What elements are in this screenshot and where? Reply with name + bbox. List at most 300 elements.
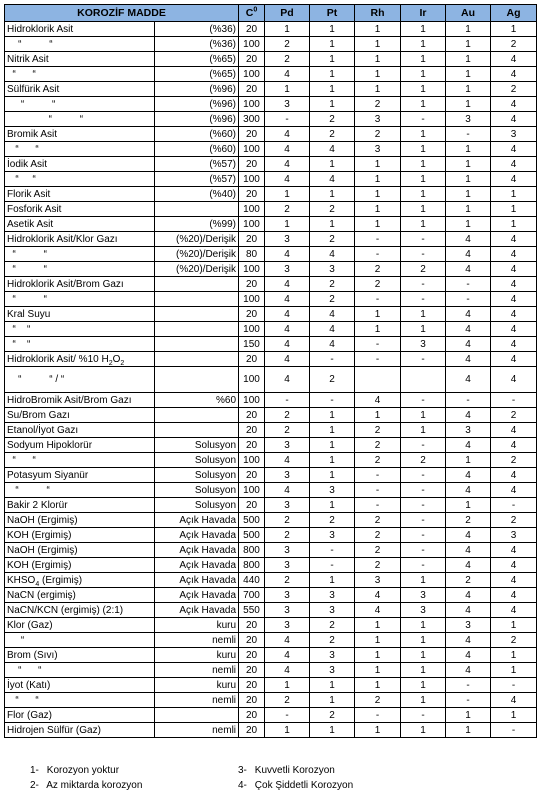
condition-cell — [155, 408, 239, 423]
temperature-cell: 20 — [239, 307, 265, 322]
rating-cell-rh: - — [355, 498, 401, 513]
rating-cell-pt: 2 — [310, 708, 355, 723]
rating-cell-rh: 1 — [355, 22, 401, 37]
rating-cell-ag: 4 — [491, 157, 537, 172]
rating-cell-rh: 4 — [355, 603, 401, 618]
temperature-cell: 20 — [239, 618, 265, 633]
rating-cell-ir: - — [401, 543, 446, 558]
rating-cell-ag: 1 — [491, 202, 537, 217]
condition-cell: Solusyon — [155, 453, 239, 468]
rating-cell-pt: 1 — [310, 97, 355, 112]
rating-cell-ir: - — [401, 438, 446, 453]
table-row — [5, 513, 537, 528]
rating-cell-ag: 3 — [491, 127, 537, 142]
rating-cell-ag: 4 — [491, 603, 537, 618]
substance-subscript: 2 — [108, 359, 113, 367]
rating-cell-ag: 4 — [491, 337, 537, 352]
rating-cell-pt: 3 — [310, 528, 355, 543]
rating-cell-pd: 4 — [265, 247, 310, 262]
rating-cell-au: 4 — [446, 322, 491, 337]
substance-name-text: Hidroklorik Asit/ %10 H — [7, 353, 109, 365]
condition-cell: Açık Havada — [155, 573, 239, 588]
substance-name — [5, 558, 155, 573]
substance-name-text: “ “ / “ — [7, 374, 65, 385]
rating-cell-ag: 4 — [491, 142, 537, 157]
rating-cell-rh: 1 — [355, 202, 401, 217]
table-row — [5, 277, 537, 292]
header-corrosive-substance: KOROZİF MADDE — [5, 5, 239, 22]
rating-cell-ir: 1 — [401, 97, 446, 112]
table-row — [5, 663, 537, 678]
temperature-cell: 300 — [239, 112, 265, 127]
rating-cell-au: 1 — [446, 142, 491, 157]
rating-cell-ag: - — [491, 498, 537, 513]
substance-name-text: “ “ — [7, 454, 36, 466]
rating-cell-pt: - — [310, 543, 355, 558]
substance-name — [5, 37, 155, 52]
rating-cell-pd: 3 — [265, 97, 310, 112]
temperature-cell: 20 — [239, 633, 265, 648]
rating-cell-pt: 1 — [310, 157, 355, 172]
condition-cell: (%96) — [155, 82, 239, 97]
legend-num: 1- — [30, 765, 39, 776]
rating-cell-pt: 4 — [310, 172, 355, 187]
condition-cell: (%96) — [155, 97, 239, 112]
rating-cell-rh: 1 — [355, 187, 401, 202]
temperature-cell: 100 — [239, 202, 265, 217]
substance-name-text: “ “ — [7, 98, 56, 110]
legend-text: Kuvvetli Korozyon — [254, 765, 335, 776]
condition-cell: (%65) — [155, 67, 239, 82]
rating-cell-ir: 1 — [401, 157, 446, 172]
substance-name-text: “ “ — [7, 173, 36, 185]
rating-cell-au: - — [446, 693, 491, 708]
substance-name — [5, 172, 155, 187]
temperature-cell: 500 — [239, 528, 265, 543]
rating-cell-au: 1 — [446, 67, 491, 82]
temperature-cell: 20 — [239, 708, 265, 723]
rating-cell-pt: 1 — [310, 468, 355, 483]
rating-cell-pd: 4 — [265, 307, 310, 322]
rating-cell-au: 4 — [446, 558, 491, 573]
substance-name — [5, 142, 155, 157]
rating-cell-pd: 1 — [265, 678, 310, 693]
rating-cell-ag: 4 — [491, 292, 537, 307]
substance-name-text: (Ergimiş) — [39, 574, 83, 586]
rating-cell-rh: 1 — [355, 322, 401, 337]
rating-cell-au: 4 — [446, 543, 491, 558]
temperature-cell: 100 — [239, 262, 265, 277]
rating-cell-au: 1 — [446, 217, 491, 232]
rating-cell-au: 4 — [446, 438, 491, 453]
substance-name-text: Su/Brom Gazı — [7, 409, 70, 421]
substance-name — [5, 708, 155, 723]
substance-name — [5, 618, 155, 633]
rating-cell-rh: - — [355, 468, 401, 483]
rating-cell-ir: 1 — [401, 618, 446, 633]
rating-cell-pt: 1 — [310, 217, 355, 232]
rating-cell-pd: 4 — [265, 322, 310, 337]
temperature-cell: 800 — [239, 558, 265, 573]
rating-cell-ir: 1 — [401, 633, 446, 648]
substance-name-text: Florik Asit — [7, 188, 51, 200]
rating-cell-pt: 1 — [310, 408, 355, 423]
rating-cell-au: 4 — [446, 262, 491, 277]
table-row — [5, 543, 537, 558]
rating-cell-pt: 3 — [310, 648, 355, 663]
rating-cell-pt: 1 — [310, 723, 355, 738]
rating-cell-ag: 1 — [491, 618, 537, 633]
rating-cell-rh: - — [355, 247, 401, 262]
substance-name — [5, 277, 155, 292]
rating-cell-au: 4 — [446, 232, 491, 247]
temperature-cell: 100 — [239, 367, 265, 393]
legend-num: 2- — [30, 780, 39, 791]
temperature-cell: 550 — [239, 603, 265, 618]
legend-item — [30, 778, 142, 793]
rating-cell-ag: 1 — [491, 663, 537, 678]
rating-cell-pt: 2 — [310, 513, 355, 528]
substance-name — [5, 262, 155, 277]
rating-cell-pd: 3 — [265, 618, 310, 633]
condition-cell: Açık Havada — [155, 528, 239, 543]
rating-cell-ag: 4 — [491, 97, 537, 112]
rating-cell-ir: 3 — [401, 588, 446, 603]
rating-cell-ag: 4 — [491, 438, 537, 453]
rating-cell-pd: 3 — [265, 588, 310, 603]
rating-cell-au: 3 — [446, 112, 491, 127]
condition-cell: (%60) — [155, 127, 239, 142]
rating-cell-pt: - — [310, 393, 355, 408]
table-row — [5, 693, 537, 708]
substance-name — [5, 528, 155, 543]
rating-cell-pd: 2 — [265, 408, 310, 423]
rating-cell-ag: 4 — [491, 172, 537, 187]
condition-cell: Solusyon — [155, 498, 239, 513]
table-row — [5, 618, 537, 633]
rating-cell-pd: 2 — [265, 513, 310, 528]
rating-cell-pd: 4 — [265, 337, 310, 352]
rating-cell-ir: 1 — [401, 723, 446, 738]
rating-cell-au: 4 — [446, 588, 491, 603]
rating-cell-au: 4 — [446, 603, 491, 618]
table-row — [5, 393, 537, 408]
header-metal: Ir — [401, 5, 446, 22]
rating-cell-ir: - — [401, 247, 446, 262]
substance-name-text: KOH (Ergimiş) — [7, 529, 72, 541]
rating-cell-pt: 1 — [310, 52, 355, 67]
substance-name-text: “ “ — [7, 484, 50, 496]
rating-cell-ag: 4 — [491, 543, 537, 558]
table-row — [5, 633, 537, 648]
substance-name-text: “ “ — [7, 38, 53, 50]
substance-name — [5, 633, 155, 648]
table-row — [5, 217, 537, 232]
temperature-cell: 20 — [239, 648, 265, 663]
rating-cell-rh: 1 — [355, 648, 401, 663]
rating-cell-au: 2 — [446, 573, 491, 588]
rating-cell-pd: 4 — [265, 127, 310, 142]
condition-cell — [155, 322, 239, 337]
rating-cell-ir: - — [401, 468, 446, 483]
rating-cell-ag: 2 — [491, 453, 537, 468]
rating-cell-au: 3 — [446, 423, 491, 438]
substance-name-text: “ “ — [7, 694, 39, 706]
condition-cell: (%20)/Derişik — [155, 262, 239, 277]
rating-cell-rh: 2 — [355, 528, 401, 543]
rating-cell-ag: 3 — [491, 528, 537, 543]
rating-cell-pt: 1 — [310, 423, 355, 438]
rating-cell-ir: - — [401, 352, 446, 367]
rating-cell-pt: 1 — [310, 187, 355, 202]
rating-cell-pd: - — [265, 112, 310, 127]
rating-cell-pt: 1 — [310, 22, 355, 37]
condition-cell: (%60) — [155, 142, 239, 157]
condition-cell: (%57) — [155, 172, 239, 187]
substance-name-text: “ “ — [7, 248, 47, 260]
substance-name-text: “ — [7, 634, 25, 646]
rating-cell-ir: 3 — [401, 337, 446, 352]
rating-cell-ag: 4 — [491, 367, 537, 393]
temperature-cell: 20 — [239, 352, 265, 367]
table-row — [5, 22, 537, 37]
rating-cell-ag: - — [491, 393, 537, 408]
rating-cell-ir: - — [401, 112, 446, 127]
rating-cell-pt: - — [310, 558, 355, 573]
rating-cell-pt: 4 — [310, 322, 355, 337]
rating-cell-pd: 4 — [265, 172, 310, 187]
rating-cell-ir: - — [401, 292, 446, 307]
condition-cell: nemli — [155, 693, 239, 708]
temperature-cell: 500 — [239, 513, 265, 528]
table-row — [5, 423, 537, 438]
rating-cell-ag: 4 — [491, 277, 537, 292]
rating-cell-au: 4 — [446, 663, 491, 678]
rating-cell-au: 4 — [446, 352, 491, 367]
rating-cell-pt: 1 — [310, 498, 355, 513]
rating-cell-rh: 1 — [355, 663, 401, 678]
condition-cell: (%40) — [155, 187, 239, 202]
rating-cell-au: 1 — [446, 708, 491, 723]
rating-cell-pd: 1 — [265, 82, 310, 97]
rating-cell-pd: 2 — [265, 37, 310, 52]
rating-cell-rh: 2 — [355, 513, 401, 528]
rating-cell-au: 4 — [446, 367, 491, 393]
table-row — [5, 112, 537, 127]
rating-cell-rh: 2 — [355, 438, 401, 453]
rating-cell-ag: 4 — [491, 232, 537, 247]
rating-cell-pd: 3 — [265, 468, 310, 483]
rating-cell-rh: - — [355, 483, 401, 498]
rating-cell-pd: 2 — [265, 52, 310, 67]
rating-cell-rh: - — [355, 337, 401, 352]
rating-cell-ag: 4 — [491, 322, 537, 337]
rating-cell-pt: 3 — [310, 483, 355, 498]
condition-cell — [155, 367, 239, 393]
rating-cell-pd: 4 — [265, 367, 310, 393]
table-row — [5, 232, 537, 247]
table-row — [5, 678, 537, 693]
temperature-cell: 20 — [239, 723, 265, 738]
rating-cell-pd: 4 — [265, 67, 310, 82]
rating-cell-pd: 2 — [265, 528, 310, 543]
table-row — [5, 322, 537, 337]
rating-cell-rh: 3 — [355, 112, 401, 127]
rating-cell-ag: 2 — [491, 408, 537, 423]
rating-cell-rh: 1 — [355, 633, 401, 648]
rating-cell-ir: 2 — [401, 262, 446, 277]
rating-cell-ir: - — [401, 513, 446, 528]
rating-cell-pt: 1 — [310, 67, 355, 82]
table-row — [5, 438, 537, 453]
rating-cell-rh: 1 — [355, 723, 401, 738]
rating-cell-ag: 4 — [491, 307, 537, 322]
rating-cell-pt: 2 — [310, 618, 355, 633]
rating-cell-pd: - — [265, 708, 310, 723]
rating-cell-pt: 4 — [310, 142, 355, 157]
condition-cell: kuru — [155, 678, 239, 693]
rating-cell-au: 1 — [446, 22, 491, 37]
rating-cell-ag: 1 — [491, 708, 537, 723]
header-row — [5, 5, 537, 22]
temperature-cell: 20 — [239, 423, 265, 438]
rating-cell-ir: 1 — [401, 648, 446, 663]
rating-cell-rh: - — [355, 352, 401, 367]
rating-cell-ir: 1 — [401, 663, 446, 678]
rating-cell-rh: 1 — [355, 408, 401, 423]
rating-cell-ir: 3 — [401, 603, 446, 618]
rating-cell-ag: 1 — [491, 217, 537, 232]
substance-name-text: İyot (Katı) — [7, 679, 51, 691]
rating-cell-ag: 1 — [491, 187, 537, 202]
rating-cell-rh: 2 — [355, 558, 401, 573]
temperature-cell: 20 — [239, 187, 265, 202]
rating-cell-ir: 1 — [401, 142, 446, 157]
rating-cell-pt: 4 — [310, 247, 355, 262]
substance-name-text: Hidrojen Sülfür (Gaz) — [7, 724, 101, 736]
rating-cell-pd: 1 — [265, 22, 310, 37]
temperature-cell: 440 — [239, 573, 265, 588]
substance-name-text: Hidroklorik Asit/Klor Gazı — [7, 233, 118, 245]
temperature-cell: 100 — [239, 97, 265, 112]
legend-num: 4- — [238, 780, 247, 791]
rating-cell-au: - — [446, 393, 491, 408]
substance-name-text: Hidroklorik Asit/Brom Gazı — [7, 278, 124, 290]
condition-cell — [155, 352, 239, 367]
header-metal: Ag — [491, 5, 537, 22]
rating-cell-pt: 2 — [310, 232, 355, 247]
rating-cell-au: - — [446, 127, 491, 142]
substance-name — [5, 82, 155, 97]
rating-cell-ag: 4 — [491, 247, 537, 262]
table-body — [5, 22, 537, 738]
rating-cell-rh: 2 — [355, 97, 401, 112]
table-row — [5, 408, 537, 423]
temperature-cell: 20 — [239, 277, 265, 292]
rating-cell-pd: 3 — [265, 262, 310, 277]
substance-name-text: “ “ — [7, 68, 36, 80]
temperature-cell: 20 — [239, 438, 265, 453]
header-temp-sup: 0 — [253, 6, 258, 13]
substance-name-text: NaOH (Ergimiş) — [7, 544, 78, 556]
substance-subscript: 2 — [120, 359, 125, 367]
substance-name — [5, 468, 155, 483]
substance-name — [5, 337, 155, 352]
rating-cell-rh: 2 — [355, 262, 401, 277]
rating-cell-pt: 1 — [310, 573, 355, 588]
rating-cell-pd: 4 — [265, 663, 310, 678]
rating-cell-ag: 4 — [491, 573, 537, 588]
condition-cell: (%36) — [155, 37, 239, 52]
substance-name — [5, 513, 155, 528]
temperature-cell: 80 — [239, 247, 265, 262]
rating-cell-ir: - — [401, 483, 446, 498]
temperature-cell: 20 — [239, 408, 265, 423]
rating-cell-ir: 1 — [401, 172, 446, 187]
rating-cell-ir: - — [401, 277, 446, 292]
condition-cell: %60 — [155, 393, 239, 408]
temperature-cell: 100 — [239, 453, 265, 468]
rating-cell-au: 4 — [446, 468, 491, 483]
condition-cell: (%20)/Derişik — [155, 247, 239, 262]
legend-right — [238, 763, 353, 793]
rating-cell-au: 4 — [446, 528, 491, 543]
rating-cell-ag: 2 — [491, 633, 537, 648]
substance-name-text: O — [112, 353, 121, 365]
substance-name-text: KHSO — [7, 574, 36, 586]
substance-name-text: Asetik Asit — [7, 218, 54, 230]
temperature-cell: 20 — [239, 663, 265, 678]
table-row — [5, 573, 537, 588]
rating-cell-pd: 3 — [265, 438, 310, 453]
rating-cell-ir: - — [401, 708, 446, 723]
temperature-cell: 800 — [239, 543, 265, 558]
substance-name-text: NaCN/KCN (ergimiş) (2:1) — [7, 604, 124, 616]
rating-cell-pt: 2 — [310, 277, 355, 292]
rating-cell-pt: 1 — [310, 37, 355, 52]
temperature-cell: 20 — [239, 127, 265, 142]
rating-cell-au: 1 — [446, 723, 491, 738]
rating-cell-rh: 1 — [355, 157, 401, 172]
condition-cell: (%57) — [155, 157, 239, 172]
rating-cell-rh: 1 — [355, 678, 401, 693]
substance-name — [5, 663, 155, 678]
rating-cell-ag: 4 — [491, 588, 537, 603]
substance-name-text: “ “ — [7, 664, 42, 676]
condition-cell — [155, 307, 239, 322]
table-row — [5, 723, 537, 738]
rating-cell-ag: 4 — [491, 352, 537, 367]
temperature-cell: 150 — [239, 337, 265, 352]
rating-cell-rh: - — [355, 708, 401, 723]
rating-cell-pt: 2 — [310, 127, 355, 142]
rating-cell-rh: 3 — [355, 142, 401, 157]
header-metal: Au — [446, 5, 491, 22]
condition-cell: (%20)/Derişik — [155, 232, 239, 247]
temperature-cell: 100 — [239, 292, 265, 307]
rating-cell-pt: 2 — [310, 633, 355, 648]
rating-cell-rh: 1 — [355, 618, 401, 633]
condition-cell: (%65) — [155, 52, 239, 67]
rating-cell-au: 1 — [446, 37, 491, 52]
rating-cell-rh: 4 — [355, 393, 401, 408]
rating-cell-ir: 1 — [401, 67, 446, 82]
rating-cell-ir — [401, 367, 446, 393]
table-row — [5, 352, 537, 367]
table-row — [5, 52, 537, 67]
substance-name-text: Bromik Asit — [7, 128, 58, 140]
rating-cell-au: 1 — [446, 453, 491, 468]
